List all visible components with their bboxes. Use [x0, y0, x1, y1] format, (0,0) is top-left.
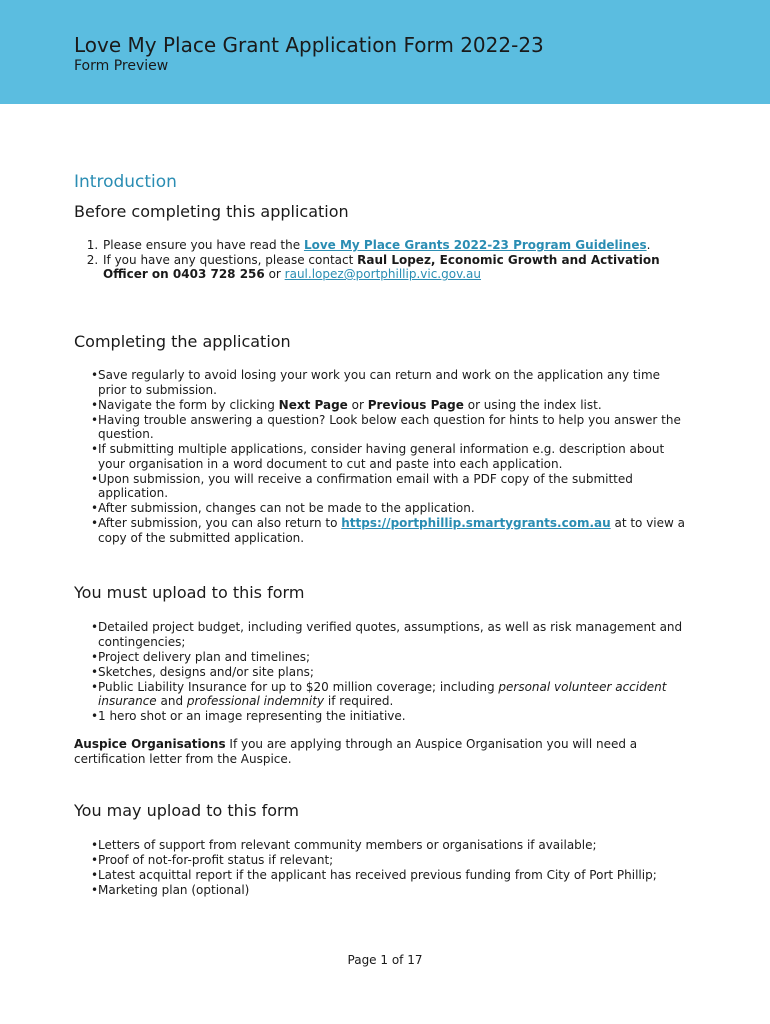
- list-item: • Navigate the form by clicking Next Page or Previous Page or using the index list.: [98, 398, 688, 413]
- list-item: • Proof of not-for-profit status if relevant;: [98, 853, 688, 868]
- steps-list: [74, 238, 682, 282]
- list-item: • Sketches, designs and/or site plans;: [98, 665, 688, 680]
- list-item: • Upon submission, you will receive a confirmation email with a PDF copy of the submitted application.: [98, 472, 688, 501]
- email-link[interactable]: raul.lopez@portphillip.vic.gov.au: [284, 267, 482, 281]
- smartygrants-link[interactable]: https://portphillip.smartygrants.com.au: [341, 516, 611, 530]
- section-heading-introduction: Introduction: [74, 172, 177, 192]
- section-heading-must-upload: You must upload to this form: [74, 583, 305, 602]
- list-item: 1. Please ensure you have read the Love My Place Grants 2022-23 Program Guidelines.: [102, 238, 682, 253]
- page-subtitle: Form Preview: [74, 58, 169, 74]
- list-item: • 1 hero shot or an image representing the initiative.: [98, 709, 688, 724]
- completing-list: [74, 368, 688, 546]
- list-item: • Letters of support from relevant community members or organisations if available;: [98, 838, 688, 853]
- may-upload-list: [74, 838, 688, 898]
- section-heading-completing: Completing the application: [74, 332, 291, 351]
- must-upload-list: [74, 620, 688, 724]
- list-item: • Latest acquittal report if the applicant has received previous funding from City of Port Phillip;: [98, 868, 688, 883]
- list-item: • Project delivery plan and timelines;: [98, 650, 688, 665]
- list-item: • Having trouble answering a question? Look below each question for hints to help you answer the question.: [98, 413, 688, 442]
- auspice-note: Auspice Organisations If you are applying through an Auspice Organisation you will need a certification letter from the Auspice.: [74, 737, 638, 766]
- subheading-before-completing: Before completing this application: [74, 202, 349, 221]
- page-number: Page 1 of 17: [347, 953, 423, 967]
- page-header: [0, 0, 770, 104]
- list-item: • Public Liability Insurance for up to $20 million coverage; including personal volunteer accident insurance and professional indemnity if required.: [98, 680, 688, 709]
- guidelines-link[interactable]: Love My Place Grants 2022-23 Program Guidelines: [303, 238, 647, 252]
- page-title: Love My Place Grant Application Form 2022-23: [74, 33, 544, 57]
- section-heading-may-upload: You may upload to this form: [74, 801, 299, 820]
- list-item: • Marketing plan (optional): [98, 883, 688, 898]
- list-item: • After submission, changes can not be made to the application.: [98, 501, 688, 516]
- list-item: • Save regularly to avoid losing your work you can return and work on the application any time prior to submission.: [98, 368, 688, 397]
- list-item: 2. If you have any questions, please contact Raul Lopez, Economic Growth and Activation Officer on 0403 728 256 or raul.lopez@portphillip.vic.gov.au: [102, 253, 682, 282]
- list-item: • If submitting multiple applications, consider having general information e.g. description about your organisation in a word document to cut and paste into each application.: [98, 442, 688, 471]
- list-item: • Detailed project budget, including verified quotes, assumptions, as well as risk management and contingencies;: [98, 620, 688, 649]
- list-item: • After submission, you can also return to https://portphillip.smartygrants.com.au at to view a copy of the submitted application.: [98, 516, 688, 545]
